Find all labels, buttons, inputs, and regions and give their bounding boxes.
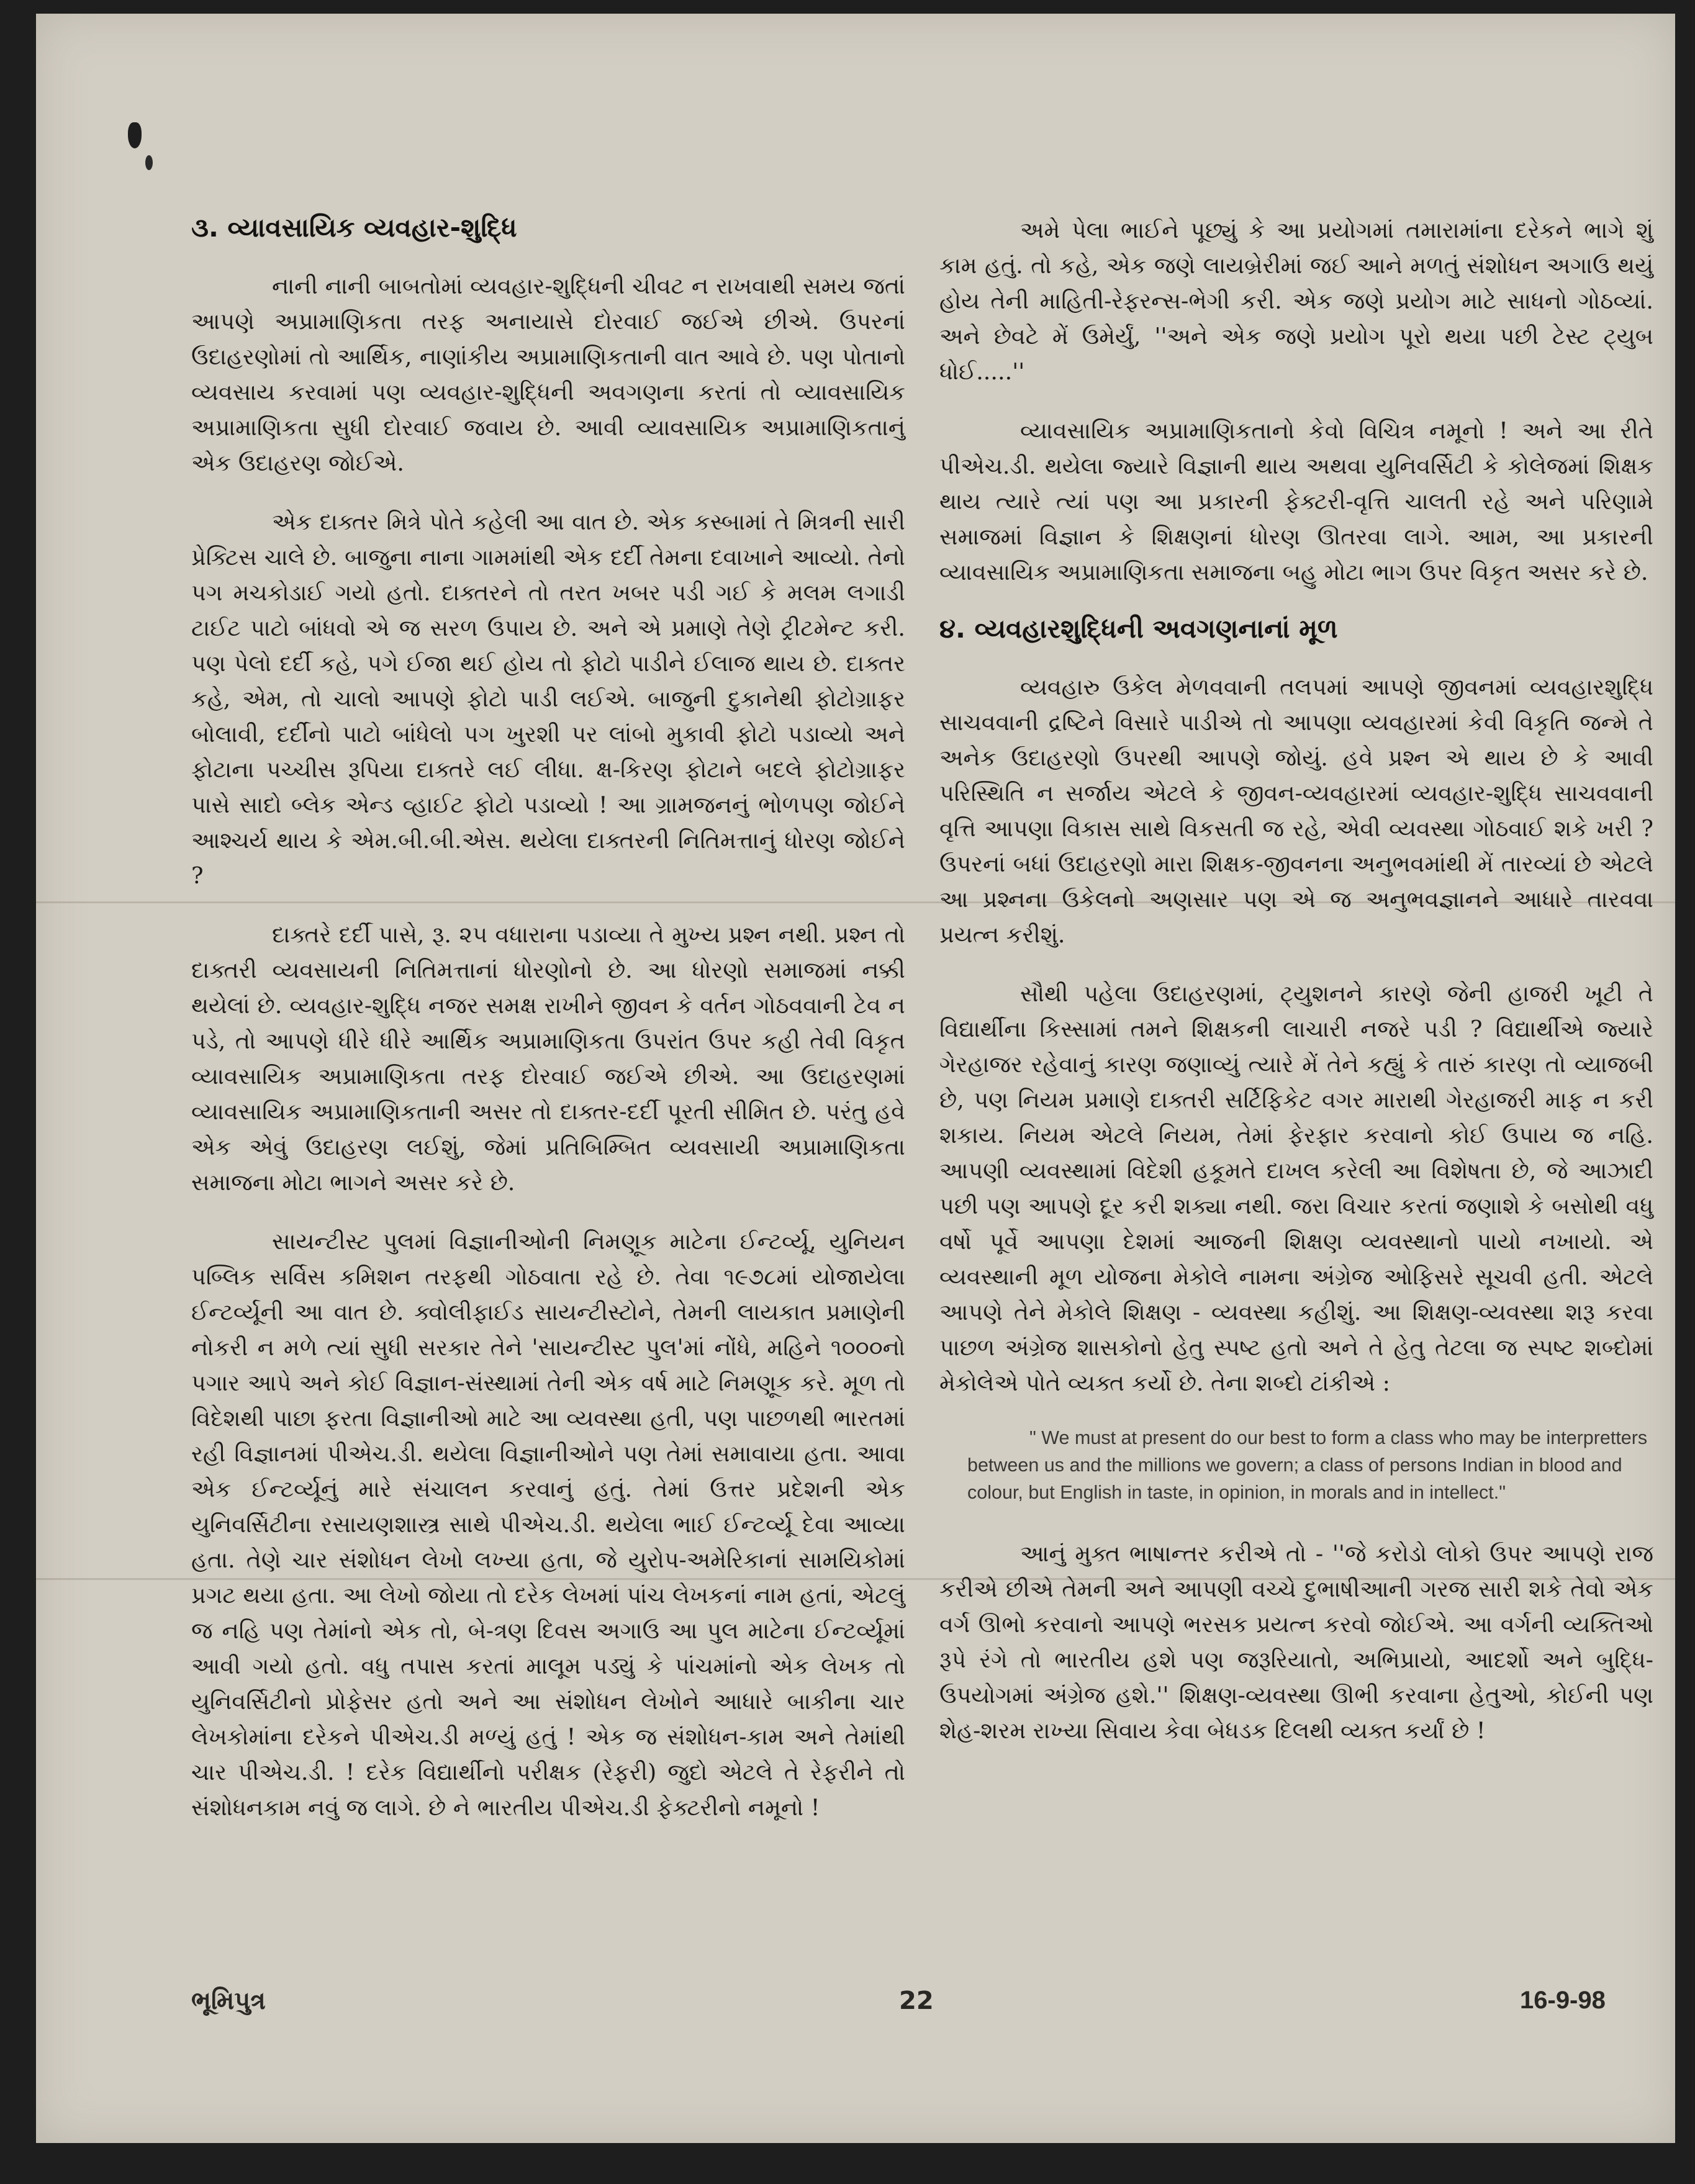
issue-date: 16-9-98: [1520, 1987, 1606, 2014]
paragraph: નાની નાની બાબતોમાં વ્યવહાર-શુદ્ધિની ચીવટ ન રાખવાથી સમય જતાં આપણે અપ્રામાણિકતા તરફ અનાયાસે દોરવાઈ જઈએ છીએ. ઉપરનાં ઉદાહરણોમાં તો આર્થિક, નાણાંકીય અપ્રામાણિકતાની વાત આવે છે. પણ પોતાનો વ્યવસાય કરવામાં પણ વ્યવહાર-શુદ્ધિની અવગણના કરતાં તો વ્યાવસાયિક અપ્રામાણિકતા સુધી દોરવાઈ જવાય છે. આવી વ્યાવસાયિક અપ્રામાણિકતાનું એક ઉદાહરણ જોઈએ.: [191, 273, 905, 476]
punch-hole: [128, 122, 142, 148]
paragraph: એક દાક્તર મિત્રે પોતે કહેલી આ વાત છે. એક કસ્બામાં તે મિત્રની સારી પ્રેક્ટિસ ચાલે છે. બાજુના નાના ગામમાંથી એક દર્દી તેમના દવાખાને આવ્યો. તેનો પગ મચકોડાઈ ગયો હતો. દાક્તરને તો તરત ખબર પડી ગઈ કે મલમ લગાડી ટાઈટ પાટો બાંધવો એ જ સરળ ઉપાય છે. અને એ પ્રમાણે તેણે ટ્રીટમેન્ટ કરી. પણ પેલો દર્દી કહે, પગે ઈજા થઈ હોય તો ફોટો પાડીને ઈલાજ થાય છે. દાક્તર કહે, એમ, તો ચાલો આપણે ફોટો પાડી લઈએ. બાજુની દુકાનેથી ફોટોગ્રાફર બોલાવી, દર્દીનો પાટો બાંધેલો પગ ખુરશી પર લાંબો મુકાવી ફોટો પડાવ્યો અને ફોટાના પચ્ચીસ રૂપિયા દાક્તરે લઈ લીધા. ક્ષ-કિરણ ફોટાને બદલે ફોટોગ્રાફર પાસે સાદો બ્લેક એન્ડ વ્હાઈટ ફોટો પડાવ્યો ! આ ગ્રામજનનું ભોળપણ જોઈને આશ્ચર્ય થાય કે એમ.બી.બી.એસ. થયેલા દાક્તરની નિતિમત્તાનું ધોરણ જોઈને ?: [191, 508, 905, 889]
publication-name: ભૂમિપુત્ર: [191, 1987, 266, 2015]
section-3-heading: ૩. વ્યાવસાયિક વ્યવહાર-શુદ્ધિ: [191, 212, 517, 243]
newspaper-page: [36, 14, 1675, 2143]
paragraph: અમે પેલા ભાઈને પૂછ્યું કે આ પ્રયોગમાં તમારામાંના દરેકને ભાગે શું કામ હતું. તો કહે, એક જણે લાયબ્રેરીમાં જઈ આને મળતું સંશોધન અગાઉ થયું હોય તેની માહિતી-રેફરન્સ-ભેગી કરી. એક જણે પ્રયોગ માટે સાધનો ગોઠવ્યાં. અને છેવટે મેં ઉમેર્યું, ''અને એક જણે પ્રયોગ પૂરો થયા પછી ટેસ્ટ ટ્યુબ ધોઈ.....'': [939, 217, 1653, 385]
left-column: [191, 212, 905, 1849]
paragraph: વ્યાવસાયિક અપ્રામાણિકતાનો કેવો વિચિત્ર નમૂનો ! અને આ રીતે પીએચ.ડી. થયેલા જ્યારે વિજ્ઞાની થાય અથવા યુનિવર્સિટી કે કોલેજમાં શિક્ષક થાય ત્યારે ત્યાં પણ આ પ્રકારની ફેક્ટરી-વૃત્તિ ચાલતી રહે અને પરિણામે સમાજમાં વિજ્ઞાન કે શિક્ષણનાં ધોરણ ઊતરવા લાગે. આમ, આ પ્રકારની વ્યાવસાયિક અપ્રામાણિકતા સમાજના બહુ મોટા ભાગ ઉપર વિકૃત અસર કરે છે.: [939, 417, 1653, 585]
paragraph: સાયન્ટીસ્ટ પુલમાં વિજ્ઞાનીઓની નિમણૂક માટેના ઈન્ટર્વ્યૂ, યુનિયન પબ્લિક સર્વિસ કમિશન તરફથી ગોઠવાતા રહે છે. તેવા ૧૯૭૮માં યોજાયેલા ઈન્ટર્વ્યૂની આ વાત છે. ક્વોલીફાઈડ સાયન્ટીસ્ટોને, તેમની લાયકાત પ્રમાણેની નોકરી ન મળે ત્યાં સુધી સરકાર તેને 'સાયન્ટીસ્ટ પુલ'માં નોંધે, મહિને ૧૦૦૦નો પગાર આપે અને કોઈ વિજ્ઞાન-સંસ્થામાં તેની એક વર્ષ માટે નિમણૂક કરે. મૂળ તો વિદેશથી પાછા ફરતા વિજ્ઞાનીઓ માટે આ વ્યવસ્થા હતી, પણ પાછળથી ભારતમાં રહી વિજ્ઞાનમાં પીએચ.ડી. થયેલા વિજ્ઞાનીઓને પણ તેમાં સમાવાયા હતા. આવા એક ઈન્ટર્વ્યૂનું મારે સંચાલન કરવાનું હતું. તેમાં ઉત્તર પ્રદેશની એક યુનિવર્સિટીના રસાયણશાસ્ત્ર સાથે પીએચ.ડી. થયેલા ભાઈ ઈન્ટર્વ્યૂ દેવા આવ્યા હતા. તેણે ચાર સંશોધન લેખો લખ્યા હતા, જે યુરોપ-અમેરિકાનાં સામયિકોમાં પ્રગટ થયા હતા. આ લેખો જોયા તો દરેક લેખમાં પાંચ લેખકનાં નામ હતાં, એટલું જ નહિ પણ તેમાંનો એક તો, બે-ત્રણ દિવસ અગાઉ આ પુલ માટેના ઈન્ટર્વ્યૂમાં આવી ગયો હતો. વધુ તપાસ કરતાં માલૂમ પડ્યું કે પાંચમાંનો એક લેખક તો યુનિવર્સિટીનો પ્રોફેસર હતો અને આ સંશોધન લેખોને આધારે બાકીના ચાર લેખકોમાંના દરેકને પીએચ.ડી મળ્યું હતું ! એક જ સંશોધન-કામ અને તેમાંથી ચાર પીએચ.ડી. ! દરેક વિદ્યાર્થીનો પરીક્ષક (રેફરી) જુદો એટલે તે રેફરીને તો સંશોધનકામ નવું જ લાગે. છે ને ભારતીય પીએચ.ડી ફેક્ટરીનો નમૂનો !: [191, 1228, 905, 1821]
paragraph: દાક્તરે દર્દી પાસે, રૂ. ૨૫ વધારાના પડાવ્યા તે મુખ્ય પ્રશ્ન નથી. પ્રશ્ન તો દાક્તરી વ્યવસાયની નિતિમત્તાનાં ધોરણોનો છે. આ ધોરણો સમાજમાં નક્કી થયેલાં છે. વ્યવહાર-શુદ્ધિ નજર સમક્ષ રાખીને જીવન કે વર્તન ગોઠવવાની ટેવ ન પડે, તો આપણે ધીરે ધીરે આર્થિક અપ્રામાણિકતા ઉપરાંત ઉપર કહી તેવી વિકૃત વ્યાવસાયિક અપ્રામાણિકતા તરફ દોરવાઈ જઈએ છીએ. આ ઉદાહરણમાં વ્યાવસાયિક અપ્રામાણિકતાની અસર તો દાક્તર-દર્દી પૂરતી સીમિત છે. પરંતુ હવે એક એવું ઉદાહરણ લઈશું, જેમાં પ્રતિબિમ્બિત વ્યવસાયી અપ્રામાણિકતા સમાજના મોટા ભાગને અસર કરે છે.: [191, 921, 905, 1196]
right-column: [939, 212, 1653, 1772]
macaulay-quote: " We must at present do our best to form a class who may be interpretters between us and the millions we govern; a class of persons Indian in blood and colour, but English in taste, in opinion, in morals and in intellect.": [967, 1427, 1648, 1503]
paragraph: સૌથી પહેલા ઉદાહરણમાં, ટ્યુશનને કારણે જેની હાજરી ખૂટી તે વિદ્યાર્થીના કિસ્સામાં તમને શિક્ષકની લાચારી નજરે પડી ? વિદ્યાર્થીએ જ્યારે ગેરહાજર રહેવાનું કારણ જણાવ્યું ત્યારે મેં તેને કહ્યું કે તારું કારણ તો વ્યાજબી છે, પણ નિયમ પ્રમાણે દાક્તરી સર્ટિફિકેટ વગર મારાથી ગેરહાજરી માફ ન કરી શકાય. નિયમ એટલે નિયમ, તેમાં ફેરફાર કરવાનો કોઈ ઉપાય જ નહિ. આપણી વ્યવસ્થામાં વિદેશી હકૂમતે દાખલ કરેલી આ વિશેષતા છે, જે આઝાદી પછી પણ આપણે દૂર કરી શક્યા નથી. જરા વિચાર કરતાં જણાશે કે બસોથી વધુ વર્ષો પૂર્વે આપણા દેશમાં આજની શિક્ષણ વ્યવસ્થાનો પાયો નખાયો. એ વ્યવસ્થાની મૂળ યોજના મેકોલે નામના અંગ્રેજ ઓફિસરે સૂચવી હતી. એટલે આપણે તેને મેકોલે શિક્ષણ - વ્યવસ્થા કહીશું. આ શિક્ષણ-વ્યવસ્થા શરૂ કરવા પાછળ અંગ્રેજ શાસકોનો હેતુ સ્પષ્ટ હતો અને તે હેતુ તેટલા જ સ્પષ્ટ શબ્દોમાં મેકોલેએ પોતે વ્યક્ત કર્યો છે. તેના શબ્દો ટાંકીએ :: [939, 980, 1653, 1396]
page-number: 22: [899, 1987, 934, 2015]
punch-mark: [145, 155, 153, 170]
paragraph: વ્યવહારુ ઉકેલ મેળવવાની તલપમાં આપણે જીવનમાં વ્યવહારશુદ્ધિ સાચવવાની દ્રષ્ટિને વિસારે પાડીએ તો આપણા વ્યવહારમાં કેવી વિકૃતિ જન્મે તે અનેક ઉદાહરણો ઉપરથી આપણે જોયું. હવે પ્રશ્ન એ થાય છે કે આવી પરિસ્થિતિ ન સર્જાય એટલે કે જીવન-વ્યવહારમાં વ્યવહાર-શુદ્ધિ સાચવવાની વૃત્તિ આપણા વિકાસ સાથે વિકસતી જ રહે, એવી વ્યવસ્થા ગોઠવાઈ શકે ખરી ? ઉપરનાં બધાં ઉદાહરણો મારા શિક્ષક-જીવનના અનુભવમાંથી મેં તારવ્યાં છે એટલે આ પ્રશ્નના ઉકેલનો અણસાર પણ એ જ અનુભવજ્ઞાનને આધારે તારવવા પ્રયત્ન કરીશું.: [939, 674, 1653, 948]
paragraph: આનું મુક્ત ભાષાન્તર કરીએ તો - ''જે કરોડો લોકો ઉપર આપણે રાજ કરીએ છીએ તેમની અને આપણી વચ્ચે દુભાષીઆની ગરજ સારી શકે તેવો એક વર્ગ ઊભો કરવાનો આપણે ભરસક પ્રયત્ન કરવો જોઈએ. આ વર્ગની વ્યક્તિઓ રૂપે રંગે તો ભારતીય હશે પણ જરૂરિયાતો, અભિપ્રાયો, આદર્શો અને બુદ્ધિ-ઉપયોગમાં અંગ્રેજ હશે.'' શિક્ષણ-વ્યવસ્થા ઊભી કરવાના હેતુઓ, કોઈની પણ શેહ-શરમ રાખ્યા સિવાય કેવા બેધડક દિલથી વ્યક્ત કર્યાં છે !: [939, 1540, 1653, 1744]
section-4-heading: ૪. વ્યવહારશુદ્ધિની અવગણનાનાં મૂળ: [939, 613, 1338, 644]
